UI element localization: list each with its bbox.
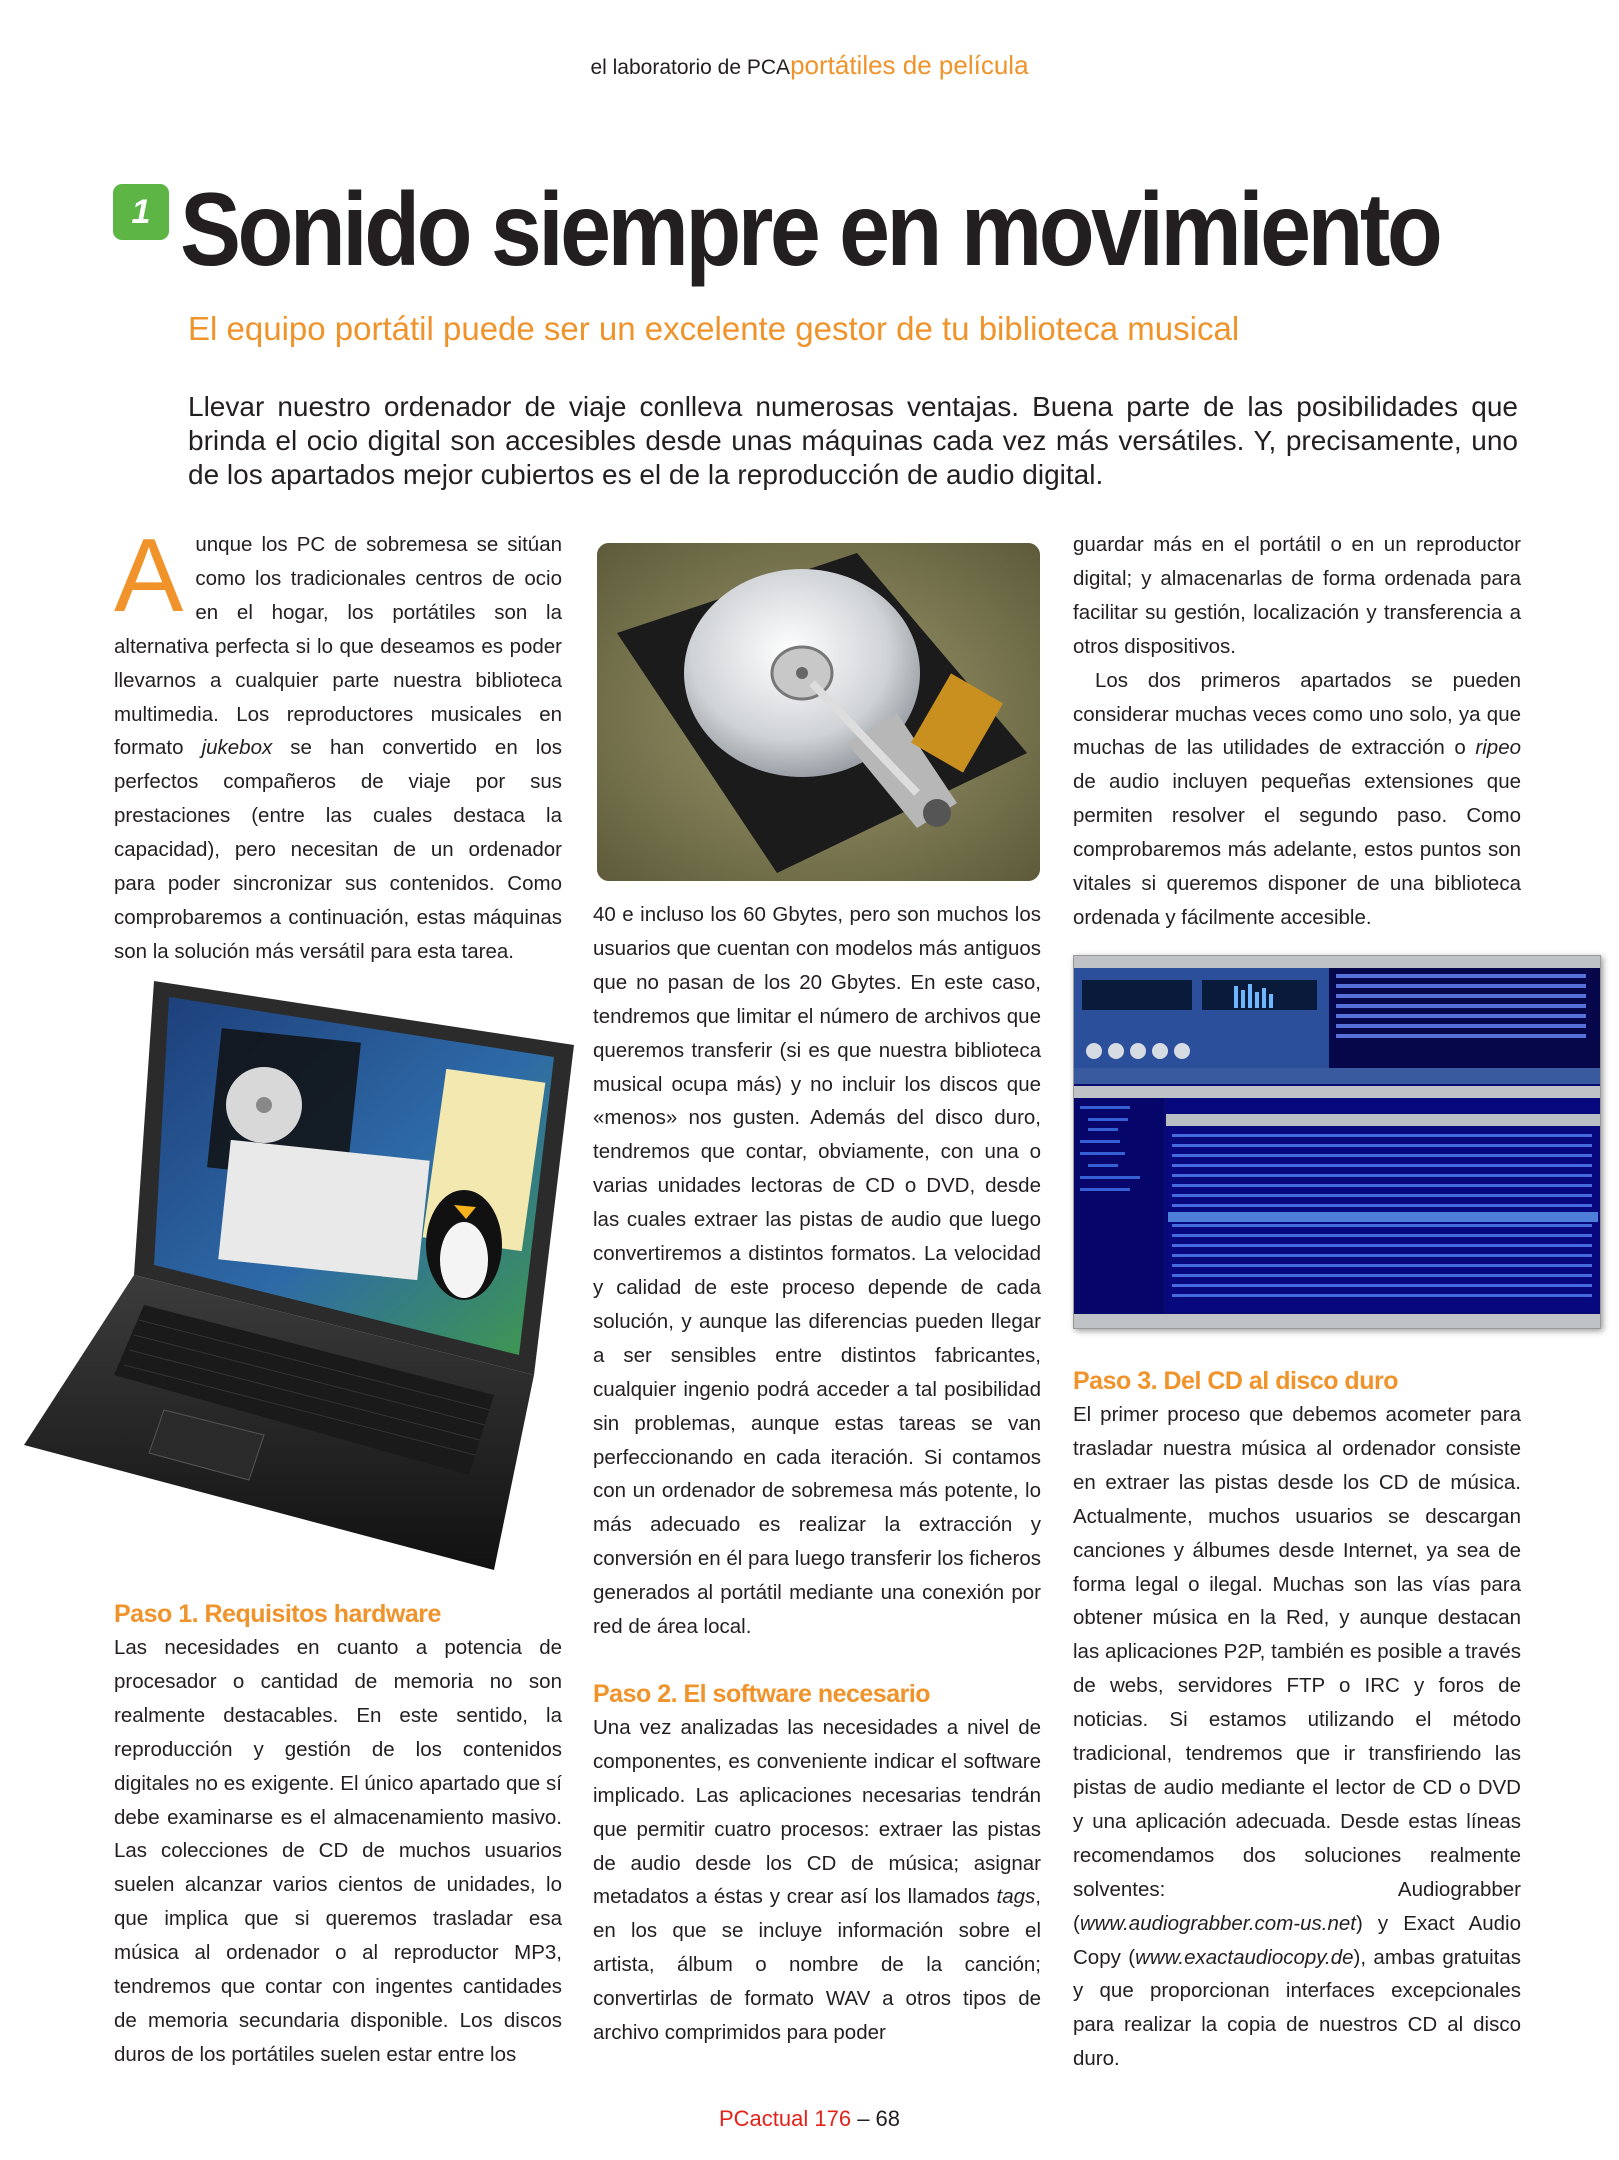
- text-run: El primer proceso que debemos acometer para trasladar nuestra música al ordenador consiste en extraer las pistas desde los CD de música. Actualmente, muchos usuarios se descargan canciones y álbumes desde Internet, ya sea de forma legal o ilegal. Muchas son las vías para obtener música en la Red, y aunque destacan las aplicaciones P2P, también es posible a través de webs, servidores FTP o IRC y foros de noticias. Si estamos utilizando el método tradicional, tendremos que ir transfiriendo las pistas de audio mediante el lector de CD o DVD y una aplicación adecuada. Desde estas líneas recomendamos dos soluciones realmente solventes: Audiograbber (: [1073, 1403, 1521, 1935]
- text-run: Los dos primeros apartados se pueden considerar muchas veces como uno solo, ya que muchas de las utilidades de extracción o: [1073, 668, 1521, 760]
- article-subtitle: El equipo portátil puede ser un excelente gestor de tu biblioteca musical: [188, 310, 1240, 347]
- page-number: – 68: [851, 2106, 901, 2131]
- url-audiograbber: www.audiograbber.com-us.net: [1079, 1911, 1356, 1935]
- section-heading-paso-3: Paso 3. Del CD al disco duro: [1073, 1367, 1398, 1395]
- emphasis: tags: [996, 1885, 1036, 1909]
- text-run: , en los que se incluye información sobre el artista, álbum o nombre de la canción; convertirlas de formato WAV a otros tipos de archivo comprimidos para poder: [593, 1885, 1041, 2045]
- column-1-lower: [114, 1598, 562, 2072]
- drop-cap: A: [114, 518, 184, 634]
- text-run: se han convertido en los perfectos compañeros de viaje por sus prestaciones (entre las cuales destaca la capacidad), pero necesitan de un ordenador para poder sincronizar sus contenidos. Como comprobaremos a continuación, estas máquinas son la solución más versátil para esta tarea.: [114, 736, 562, 963]
- magazine-label: el laboratorio de PCA: [590, 56, 791, 79]
- section-heading-paso-2: Paso 2. El software necesario: [593, 1679, 931, 1708]
- text-run: de audio incluyen pequeñas extensiones que permiten resolver el segundo paso. Como comprobaremos más adelante, estos puntos son vitales si queremos disponer de una biblioteca ordenada y fácilmente accesible.: [1073, 770, 1521, 929]
- paragraph: [1073, 1398, 1521, 2076]
- article-intro: Llevar nuestro ordenador de viaje conlleva numerosas ventajas. Buena parte de las posibilidades que brinda el ocio digital son accesibles desde unas máquinas cada vez más versátiles. Y, precisamente, uno de los apartados mejor cubiertos es el de la reproducción de audio digital.: [188, 391, 1518, 490]
- footer-brand: PCactual 176: [718, 2106, 852, 2131]
- section-heading-paso-1: Paso 1. Requisitos hardware: [114, 1600, 441, 1628]
- audio-player-screenshot: [1073, 955, 1601, 1329]
- text-run: Una vez analizadas las necesidades a nivel de componentes, es conveniente indicar el software implicado. Las aplicaciones necesarias tendrán que permitir cuatro procesos: extraer las pistas de audio desde los CD de música; asignar metadatos a éstas y crear así los llamados: [593, 1715, 1041, 1909]
- laptop-photo: [14, 975, 574, 1595]
- emphasis: jukebox: [201, 736, 273, 760]
- paragraph: [1073, 664, 1521, 935]
- paragraph: [114, 518, 562, 969]
- paragraph: Las necesidades en cuanto a potencia de procesador o cantidad de memoria no son realmente destacables. En este sentido, la reproducción y gestión de los contenidos digitales no es exigente. El único apartado que sí debe examinarse es el almacenamiento masivo. Las colecciones de CD de muchos usuarios suelen alcanzar varios cientos de unidades, lo que implica que si queremos trasladar esa música al ordenador o al reproductor MP3, tendremos que contar con ingentes cantidades de memoria secundaria disponible. Los discos duros de los portátiles suelen estar entre los: [114, 1636, 562, 2066]
- text-run: ), ambas gratuitas y que proporcionan interfaces excepcionales para realizar la copia de nuestros CD al disco duro.: [1073, 1945, 1521, 2071]
- hard-disk-photo: [597, 543, 1040, 881]
- text-run: ) y Exact Audio Copy (: [1073, 1911, 1521, 1969]
- paragraph: guardar más en el portátil o en un reproductor digital; y almacenarlas de forma ordenada para facilitar su gestión, localización y transferencia a otros dispositivos.: [1073, 533, 1521, 658]
- url-exactaudiocopy: www.exactaudiocopy.de: [1135, 1945, 1354, 1969]
- article-title: Sonido siempre en movimiento: [180, 172, 1440, 288]
- emphasis: ripeo: [1475, 736, 1521, 760]
- column-3-lower: [1073, 1365, 1521, 2076]
- text-run: unque los PC de sobremesa se sitúan como los tradicionales centros de ocio en el hogar, los portátiles son la alternativa perfecta si lo que deseamos es poder llevarnos a cualquier parte nuestra biblioteca multimedia. Los reproductores musicales en formato: [114, 533, 562, 760]
- column-2: [593, 898, 1041, 2050]
- paragraph: [593, 1711, 1041, 2050]
- article-number-badge: 1: [113, 184, 169, 240]
- section-label: portátiles de película: [790, 50, 1029, 80]
- column-1: [114, 518, 562, 969]
- running-head: [0, 50, 1619, 81]
- column-3: [1073, 528, 1521, 935]
- paragraph: 40 e incluso los 60 Gbytes, pero son muchos los usuarios que cuentan con modelos más antiguos que no pasan de los 20 Gbytes. En este caso, tendremos que limitar el número de archivos que queremos transferir (si es que nuestra biblioteca musical ocupa más) y no incluir los discos que «menos» nos gusten. Además del disco duro, tendremos que contar, obviamente, con una o varias unidades lectoras de CD o DVD, desde las cuales extraer las pistas de audio que luego convertiremos a distintos formatos. La velocidad y calidad de este proceso depende de cada solución, y aunque las diferencias pueden llegar a ser sensibles entre distintos fabricantes, cualquier ingenio podrá acceder a tal posibilidad sin problemas, aunque estas tareas se van perfeccionando en cada iteración. Si contamos con un ordenador de sobremesa más potente, lo más adecuado es realizar la extracción y conversión en él para luego transferir los ficheros generados al portátil mediante una conexión por red de área local.: [593, 903, 1041, 1639]
- page-footer: [0, 2106, 1619, 2132]
